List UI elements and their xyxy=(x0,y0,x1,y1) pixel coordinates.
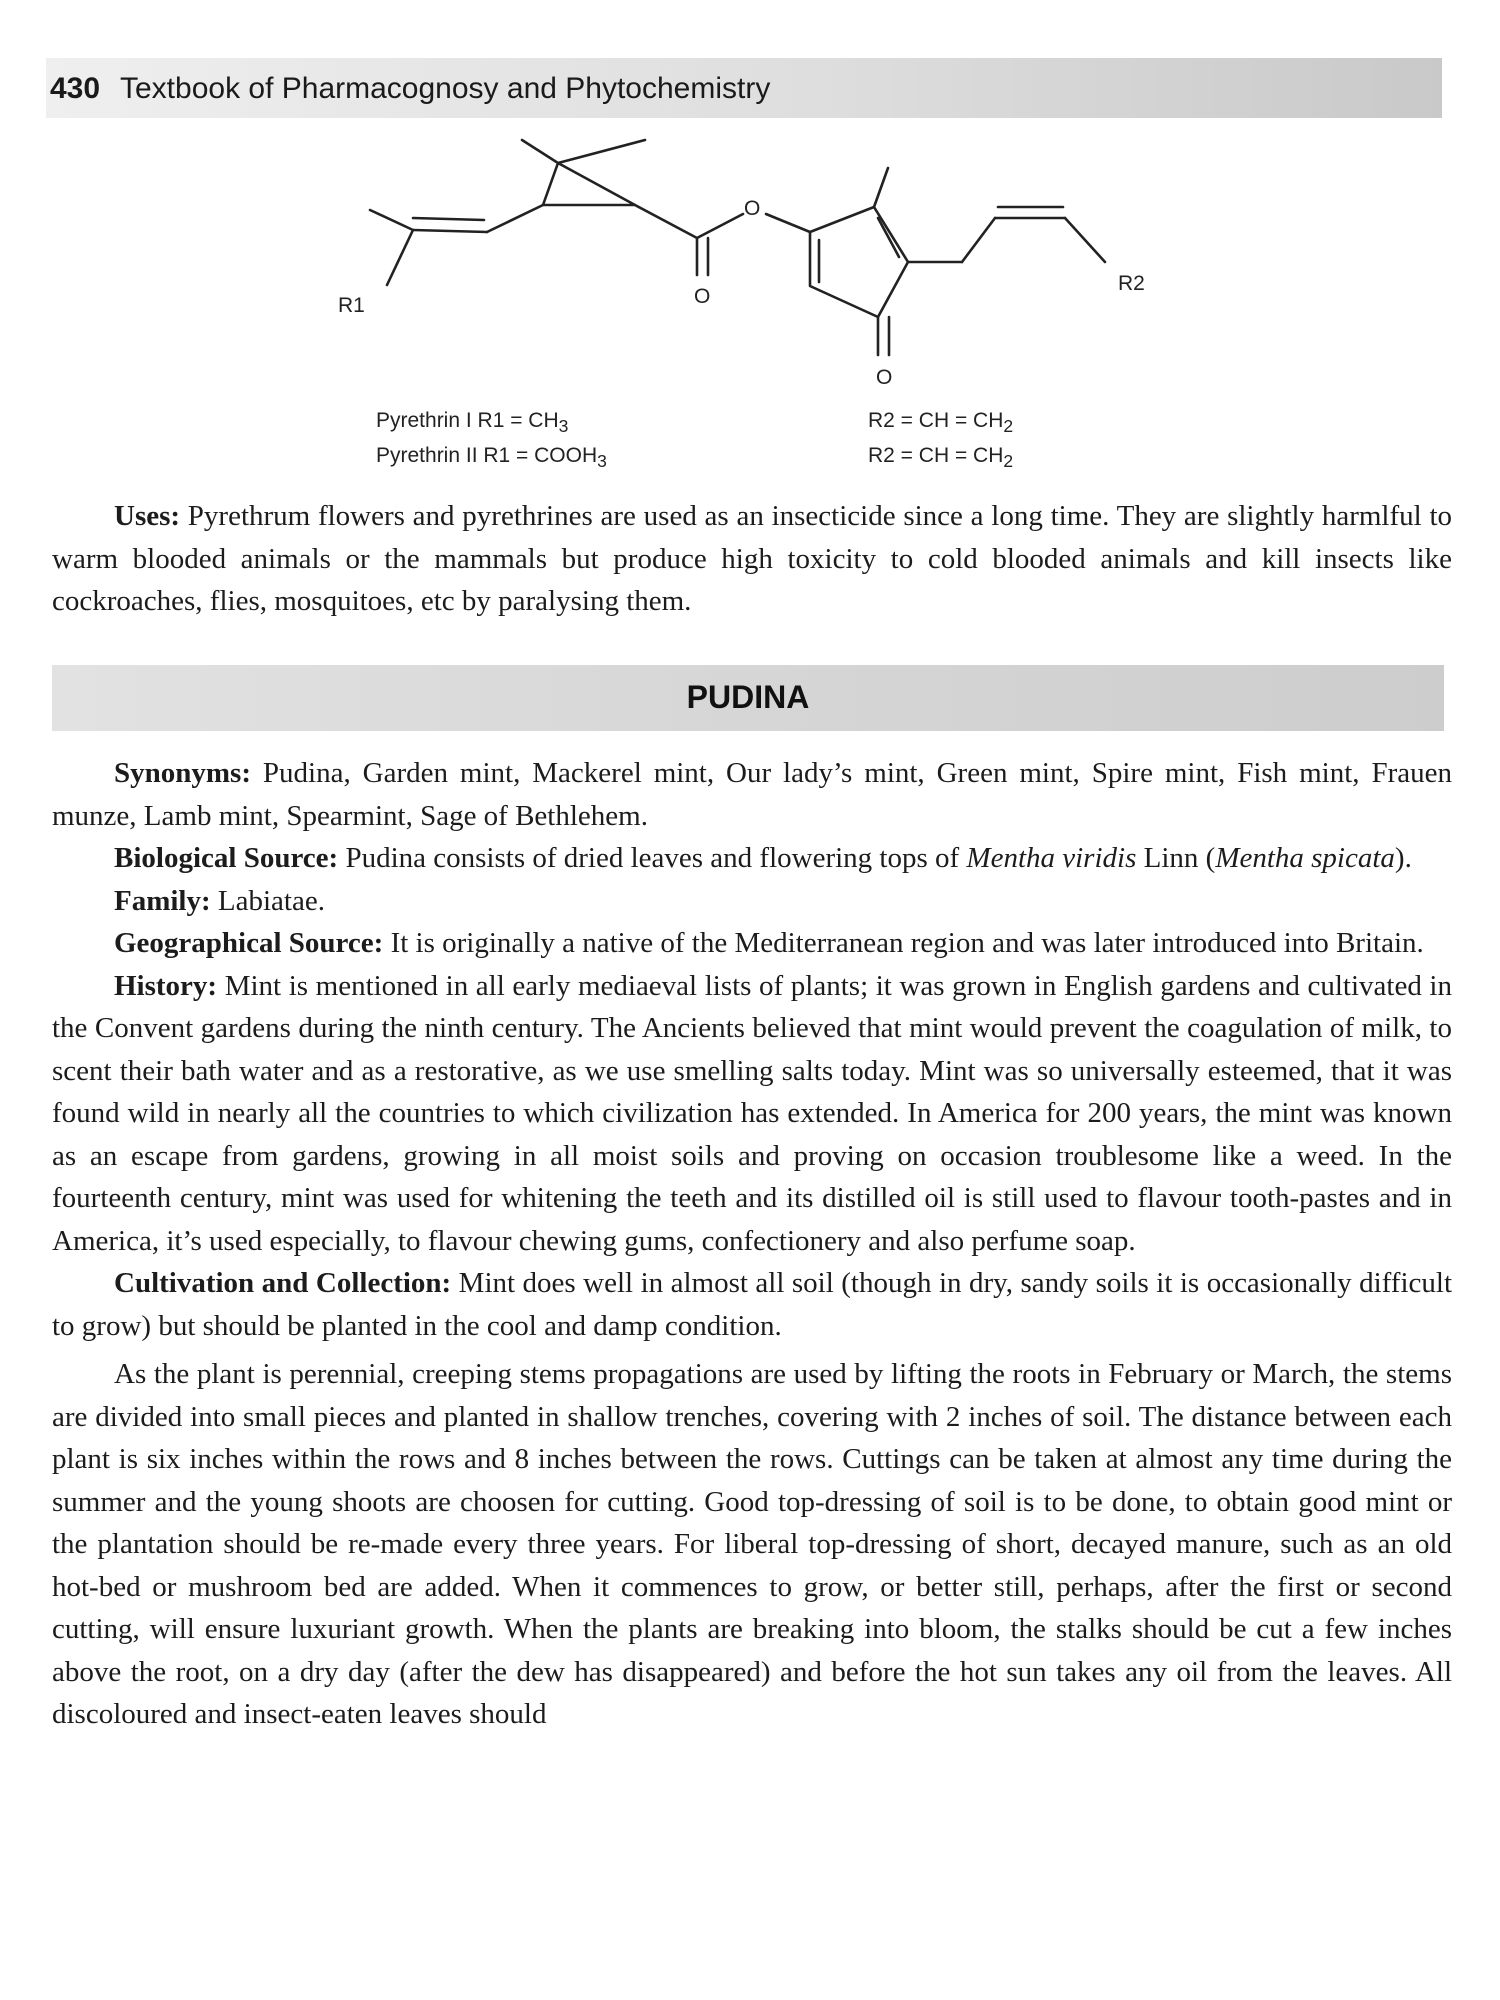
label-r2: R2 xyxy=(1118,272,1145,295)
label-carbonyl-o: O xyxy=(694,285,711,308)
uses-label: Uses: xyxy=(114,500,181,532)
side-chain-bond-2 xyxy=(962,218,995,262)
r1-branch xyxy=(387,230,413,285)
vinyl-bond xyxy=(487,205,543,232)
r2-formula-1: R2 = CH = $CH_2$ xyxy=(868,409,1014,437)
cultivation-paragraph: Cultivation and Collection: Mint does well in almost all soil (though in dry, sandy soils it is occasionally difficult to grow) but should be planted in the cool and damp condition. xyxy=(52,1267,1453,1342)
pyrethrin-ii-formula: Pyrethrin II $R1 = COOH_3$ xyxy=(376,444,607,472)
uses-text: Pyrethrum flowers and pyrethrines are used as an insecticide since a long time. They are slightly harmlful to warm blooded animals or the mammals but produce high toxicity to cold blooded animals and kill insects like cockroaches, flies, mosquitoes, etc by paralysing them. xyxy=(52,500,1452,617)
cultivation-paragraph-2: As the plant is perennial, creeping stems propagations are used by lifting the roots in February or March, the stems are divided into small pieces and planted in shallow trenches, covering with 2 inches of soil. The distance between each plant is six inches within the rows and 8 inches between the rows. Cuttings can be taken at almost any time during the summer and the young shoots are choosen for cutting. Good top-dressing of soil is to be done, to obtain good mint or the plantation should be re-made every three years. For liberal top-dressing of short, decayed manure, such as an old hot-bed or mushroom bed are added. When it commences to grow, or better still, perhaps, after the first or second cutting, will ensure luxuriant growth. When the plants are breaking into bloom, the stalks should be cut a few inches above the root, on a dry day (after the dew has disappeared) and before the hot sun takes any oil from the leaves. All discoloured and insect-eaten leaves should xyxy=(52,1358,1452,1730)
gem-methyl-right xyxy=(558,140,645,163)
cyclopentenone-ring xyxy=(810,207,908,317)
biological-source-paragraph: Biological Source: Pudina consists of dried leaves and flowering tops of Mentha viridis Linn (Mentha spicata). xyxy=(114,842,1412,874)
book-title: Textbook of Pharmacognosy and Phytochemistry xyxy=(120,72,771,105)
gem-methyl-left xyxy=(522,140,558,163)
ring-methyl xyxy=(874,168,888,207)
r2-formula-2: R2 = CH = $CH_2$ xyxy=(868,444,1014,472)
ester-bond xyxy=(635,205,697,238)
history-paragraph: History: Mint is mentioned in all early mediaeval lists of plants; it was grown in English gardens and cultivated in the Convent gardens during the ninth century. The Ancients believed that mint would prevent the coagulation of milk, to scent their bath water and as a restorative, as we use smelling salts today. Mint was so universally esteemed, that it was found wild in nearly all the countries to which civilization has extended. In America for 200 years, the mint was known as an escape from gardens, growing in all moist soils and proving on occasion troublesome like a weed. In the fourteenth century, mint was used for whitening the teeth and its distilled oil is still used to flavour tooth-pastes and in America, it’s used especially, to flavour chewing gums, confectionery and also perfume soap. xyxy=(52,969,1452,1257)
pudina-body xyxy=(52,752,1452,1736)
alkene-bond xyxy=(413,230,487,232)
uses-paragraph xyxy=(52,495,1452,623)
ring-double-bond xyxy=(878,218,899,257)
oxygen-ring-bond xyxy=(766,214,810,232)
label-ester-o: O xyxy=(744,197,761,220)
geographical-source-paragraph: Geographical Source: It is originally a native of the Mediterranean region and was later introduced into Britain. xyxy=(114,927,1424,959)
pyrethrin-i-formula: Pyrethrin I $R1 = CH_3$ xyxy=(376,409,569,437)
page-number: 430 xyxy=(50,72,101,105)
label-ketone-o: O xyxy=(876,366,893,389)
ester-oxygen-bond xyxy=(697,214,743,238)
label-r1: R1 xyxy=(338,294,365,317)
side-chain-bond-3 xyxy=(1065,218,1105,262)
cyclopropane-ring xyxy=(543,163,635,205)
synonyms-paragraph: Synonyms: Pudina, Garden mint, Mackerel mint, Our lady’s mint, Green mint, Spire mint, Fish mint, Frauen munze, Lamb mint, Spearmint, Sage of Bethlehem. xyxy=(52,757,1452,832)
alkene-second-line xyxy=(413,218,484,220)
pyrethrin-formula-right xyxy=(868,406,1013,476)
pyrethrin-structure-diagram xyxy=(0,0,1500,470)
section-title: PUDINA xyxy=(686,679,810,715)
pyrethrin-formula-left xyxy=(376,406,607,476)
family-paragraph: Family: Labiatae. xyxy=(114,884,325,917)
methyl-branch-up xyxy=(370,210,413,230)
